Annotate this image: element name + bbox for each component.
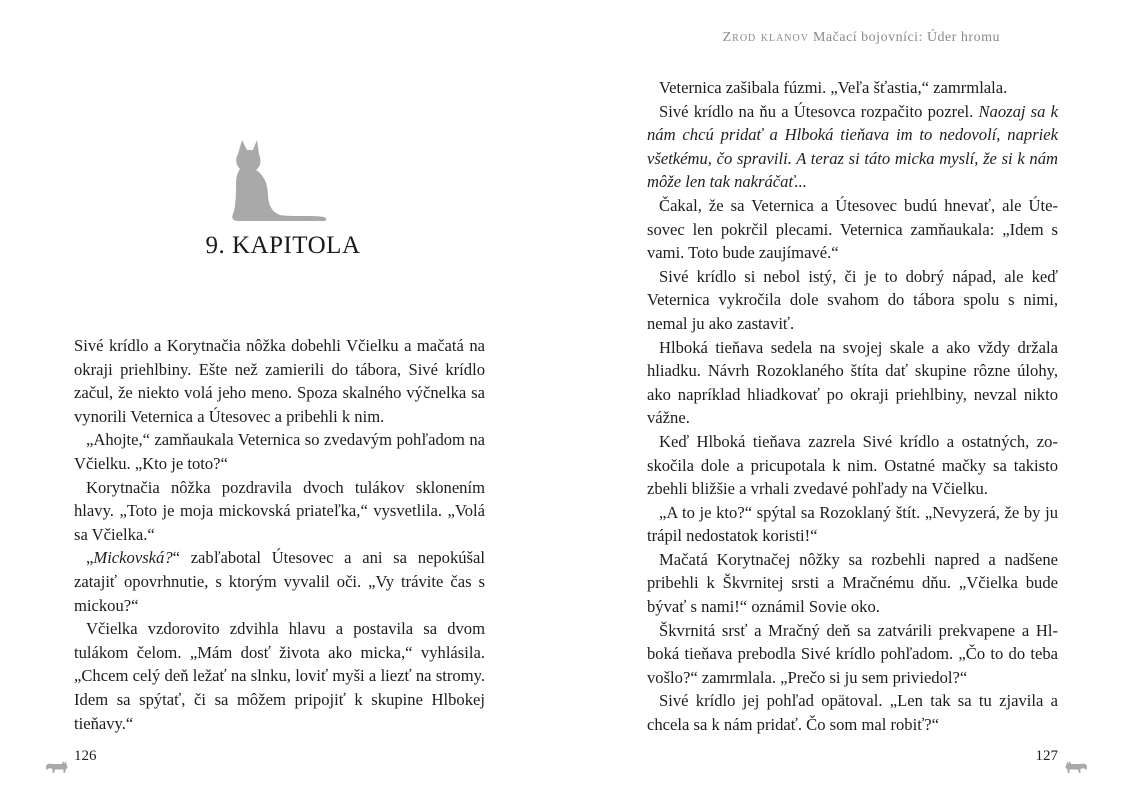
- paragraph: „A to je kto?“ spýtal sa Rozoklaný štít. „Nevyzerá, že by ju trápil nedostatok koristi!“: [647, 502, 1058, 546]
- paragraph: Mačatá Korytnačej nôžky sa rozbehli napred a nadšene pribehli k Škvrnitej srsti a Mračnému dňu. „Včielka bude bývať s nami!“ oznámil Sovie oko.: [647, 549, 1058, 617]
- running-header: [723, 30, 1000, 46]
- paragraph-open-quote: „: [86, 548, 94, 568]
- italic-thought: Naozaj sa k nám chcú pridať a Hlboká tieňava im to nedovolí, napriek všetkému, čo spravili. A teraz si táto micka myslí, že si k nám môže len tak nakráčať...: [647, 101, 1058, 192]
- chapter-title: 9. KAPITOLA: [205, 232, 361, 259]
- paragraph: Korytnačia nôžka pozdravila dvoch tulákov sklonením hlavy. „Toto je moja mickovská priateľka,“ vysvetlila. „Volá sa Včielka.“: [74, 477, 485, 544]
- right-body-text: [647, 76, 1058, 737]
- paragraph: [647, 100, 1058, 194]
- page-number: 126: [74, 748, 97, 764]
- walking-cat-icon: [1064, 758, 1088, 774]
- walking-cat-icon: [45, 758, 69, 774]
- paragraph: Škvrnitá srsť a Mračný deň sa zatvárili prekvapene a Hlboká tieňava prebodla Sivé krídlo pohľadom. „Čo to do teba vošlo?“ zamrmlala. „Prečo si ju sem priviedol?“: [647, 620, 1058, 687]
- paragraph: Sivé krídlo si nebol istý, či je to dobrý nápad, ale keď Veternica vykročila dole svahom do tábora spolu s nimi, nemal ju ako zastaviť.: [647, 266, 1058, 333]
- paragraph: „Ahojte,“ zamňaukala Veternica so zvedavým pohľadom na Včielku. „Kto je toto?“: [74, 430, 485, 473]
- paragraph: Veternica zašibala fúzmi. „Veľa šťastia,“ zamrmlala.: [659, 78, 1008, 97]
- series-title: Zrod klanov: [722, 30, 809, 45]
- sitting-cat-icon: [228, 138, 328, 222]
- page-number: 127: [1035, 748, 1058, 764]
- paragraph: Čakal, že sa Veternica a Útesovec budú hnevať, ale Útesovec len pokrčil plecami. Veternica zamňaukala: „Idem s vami. Toto bude zaujímavé.“: [647, 195, 1058, 263]
- paragraph: Včielka vzdorovito zdvihla hlavu a postavila sa dvom tulákom čelom. „Mám dosť života ako micka,“ vyhlásila. „Chcem celý deň ležať na slnku, loviť myši a liezť na stromy. Idem sa spýtať, či sa môžem pripojiť k skupine Hlbokej tieňavy.“: [74, 619, 485, 733]
- paragraph-text: “ zabľabotal Útesovec a ani sa nepokúšal zatajiť opovrhnutie, s ktorým vyvalil oči. „Vy trávite čas s mickou?“: [74, 548, 485, 615]
- paragraph: Keď Hlboká tieňava zazrela Sivé krídlo a ostatných, zoskočila dole a pricupotala k nim. Ostatné mačky sa takisto zbehli bližšie a vrhali zvedavé pohľady na Včielku.: [647, 431, 1058, 499]
- book-title: Mačací bojovníci: Úder hromu: [812, 30, 1000, 45]
- paragraph: Hlboká tieňava sedela na svojej skale a ako vždy držala hliadku. Návrh Rozoklaného štíta dať skupine rôzne úlohy, ako napríklad hliadkovať po okraji priehlbiny, nevzal nikto vážne.: [647, 337, 1058, 428]
- paragraph-text: Sivé krídlo na ňu a Útesovca rozpačito pozrel.: [659, 101, 979, 121]
- paragraph: Sivé krídlo jej pohľad opätoval. „Len tak sa tu zjavila a chcela sa k nám pridať. Čo som mal robiť?“: [647, 691, 1058, 735]
- left-body-text: [74, 334, 485, 735]
- paragraph: Sivé krídlo a Korytnačia nôžka dobehli Včielku a mačatá na okraji priehlbiny. Ešte než zamierili do tábora, Sivé krídlo začul, že niekto volá jeho meno. Spoza skalného výčnelka sa vynorili Veternica a Útesovec a pribehli k nim.: [74, 336, 485, 426]
- paragraph: [74, 546, 485, 617]
- italic-phrase: Mickovská?: [93, 548, 173, 568]
